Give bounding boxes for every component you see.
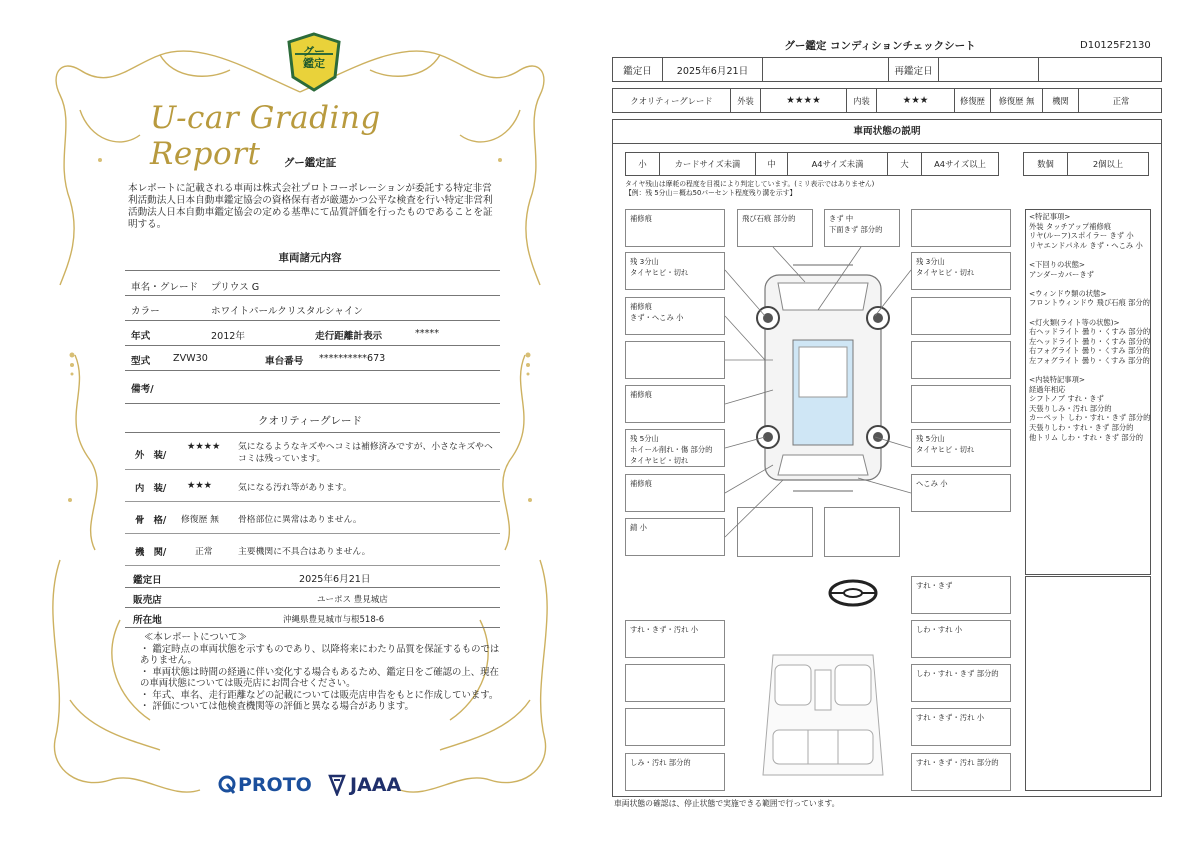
spec-label: 型式 xyxy=(131,356,151,367)
int-label: 内装 xyxy=(847,89,877,112)
info-value: ユーポス 豊見城店 xyxy=(317,595,388,605)
blank-cell xyxy=(763,58,889,81)
note-line: <ウィンドウ類の状態> xyxy=(1029,288,1107,298)
damage-box-top-1: 飛び石痕 部分的 xyxy=(737,209,813,247)
grade-text: 気になる汚れ等があります。 xyxy=(238,483,352,493)
engine-label: 機関 xyxy=(1043,89,1079,112)
certificate-title: U-car Grading Report xyxy=(150,100,381,172)
spec-label: 走行距離計表示 xyxy=(315,331,383,342)
special-notes-box xyxy=(1025,209,1151,575)
count-legend xyxy=(1023,152,1149,176)
spec-value: ZVW30 xyxy=(173,353,208,364)
date-label: 鑑定日 xyxy=(613,58,663,81)
report-notes xyxy=(140,632,500,713)
grade-label: 外 装/ xyxy=(135,450,167,461)
info-value: 沖縄県豊見城市与根518-6 xyxy=(283,615,385,625)
damage-box-left-2: 残 3分山 タイヤヒビ・切れ xyxy=(625,252,725,290)
note-line: リヤエンドパネル きず・へこみ 小 xyxy=(1029,240,1143,250)
interior-box-right-4: すれ・きず・汚れ 小 xyxy=(911,708,1011,746)
damage-box-left-5: 補修痕 xyxy=(625,385,725,423)
damage-box-right-2: 残 3分山 タイヤヒビ・切れ xyxy=(911,252,1011,290)
note-line: 右フォグライト 曇り・くすみ 部分的 xyxy=(1029,346,1150,356)
note-line: フロントウィンドウ 飛び石痕 部分的 xyxy=(1029,298,1150,308)
info-value: 2025年6月21日 xyxy=(299,574,371,585)
date-value: 2025年6月21日 xyxy=(663,58,763,81)
certificate-subtitle: グー鑑定証 xyxy=(283,157,337,169)
damage-box-bottom-2 xyxy=(824,507,900,557)
legend-cell: 大 xyxy=(888,153,922,175)
sheet-footer: 車両状態の確認は、停止状態で実施できる範囲で行っています。 xyxy=(614,799,840,808)
spec-row-color xyxy=(125,296,500,321)
grade-text: 気になるようなキズやヘコミは補修済みですが、小さなキズやヘコミは残っています。 xyxy=(238,442,493,464)
certificate-intro: 本レポートに記載される車両は株式会社プロトコーポレーションが委託する特定非営利活動法人日本自動車鑑定協会の資格保有者が厳選かつ公平な検査を行い特定非営利活動法人日本自動車鑑定協会の定める基準にて品質評価を行ったものであることを証明する。 xyxy=(128,183,493,230)
damage-box-top-3 xyxy=(911,209,1011,247)
damage-box-right-7: へこみ 小 xyxy=(911,474,1011,512)
info-label: 鑑定日 xyxy=(133,575,162,586)
damage-box-right-3 xyxy=(911,297,1011,335)
note-line: カーペット しわ・すれ・きず 部分的 xyxy=(1029,413,1151,423)
info-label: 販売店 xyxy=(133,595,162,606)
grade-stars: ★★★ xyxy=(187,480,213,491)
spec-value: ***** xyxy=(415,328,439,339)
damage-box-right-6: 残 5分山 タイヤヒビ・切れ xyxy=(911,429,1011,467)
spec-row-name xyxy=(125,270,500,296)
interior-box-right-2: しわ・すれ 小 xyxy=(911,620,1011,658)
damage-box-left-8: 錆 小 xyxy=(625,518,725,556)
grade-row-engine xyxy=(125,534,500,566)
int-stars: ★★★ xyxy=(877,89,955,112)
goo-emblem-icon: グー 鑑定 xyxy=(287,32,341,92)
interior-box-right-5: すれ・きず・汚れ 部分的 xyxy=(911,753,1011,791)
damage-box-right-4 xyxy=(911,341,1011,379)
legend-cell: カードサイズ未満 xyxy=(660,153,756,175)
interior-box-left-1: すれ・きず・汚れ 小 xyxy=(625,620,725,658)
note-line: <下回りの状態> xyxy=(1029,259,1086,269)
grade-label: 機 関/ xyxy=(135,547,167,558)
date-row xyxy=(612,57,1162,82)
spec-label: 車台番号 xyxy=(265,356,304,367)
info-row-address xyxy=(125,608,500,628)
interior-box-left-3 xyxy=(625,708,725,746)
note-line: 経過年相応 xyxy=(1029,384,1066,394)
note-line: <特記事項> xyxy=(1029,212,1071,221)
note-item: ・ 評価については他検査機関等の評価と異なる場合があります。 xyxy=(140,701,414,712)
grade-value: 修復歴 無 xyxy=(181,515,219,525)
proto-logo-icon xyxy=(218,774,312,796)
spec-value: プリウス G xyxy=(211,282,260,293)
note-line: 他トリム しわ・すれ・きず 部分的 xyxy=(1029,432,1144,442)
count-label: 数個 xyxy=(1024,153,1068,175)
note-item: ・ 年式、車名、走行距離などの記載については販売店申告をもとに作成しています。 xyxy=(140,689,499,701)
grade-text: 主要機関に不具合はありません。 xyxy=(238,547,371,557)
damage-box-top-2: きず 中 下面きず 部分的 xyxy=(824,209,900,247)
grade-label: クオリティーグレード xyxy=(613,89,731,112)
spec-label: カラー xyxy=(131,306,160,317)
grade-summary-row xyxy=(612,88,1162,113)
interior-box-right-3: しわ・すれ・きず 部分的 xyxy=(911,664,1011,702)
damage-box-left-6: 残 5分山 ホイール削れ・傷 部分的 タイヤヒビ・切れ xyxy=(625,429,725,467)
condition-heading: 車両状態の説明 xyxy=(613,120,1161,144)
spec-value: ホワイトパールクリスタルシャイン xyxy=(211,306,364,317)
sheet-title: グー鑑定 コンディションチェックシート xyxy=(784,40,976,52)
info-label: 所在地 xyxy=(133,615,162,626)
note-line: シフトノブ すれ・きず xyxy=(1029,394,1104,404)
spec-row-remarks xyxy=(125,371,500,404)
note-spacer xyxy=(1029,279,1151,289)
grade-text: 骨格部位に異常はありません。 xyxy=(238,515,362,525)
note-line: 天張りしみ・汚れ 部分的 xyxy=(1029,403,1112,413)
proto-logo-text: PROTO xyxy=(238,774,312,796)
jaaa-logo-icon xyxy=(328,774,401,796)
repair-label: 修復歴 xyxy=(955,89,991,112)
car-interior-diagram xyxy=(753,635,893,785)
spec-value: 2012年 xyxy=(211,331,246,342)
tire-notes xyxy=(625,180,874,198)
note-line: 右ヘッドライト 曇り・くすみ 部分的 xyxy=(1029,327,1151,337)
quality-heading: クオリティーグレード xyxy=(258,415,362,427)
tire-note: 【例：残 5分山＝概ね50パーセント程度残り溝を示す】 xyxy=(625,189,797,197)
condition-check-sheet xyxy=(610,0,1170,848)
note-line: 天張りしわ・すれ・きず 部分的 xyxy=(1029,423,1134,433)
note-line: リヤ(ルーフ)スポイラー きず 小 xyxy=(1029,231,1134,241)
condition-panel xyxy=(612,119,1162,797)
spec-row-year xyxy=(125,321,500,346)
legend-cell: 小 xyxy=(626,153,660,175)
grade-row-frame xyxy=(125,502,500,534)
ext-label: 外装 xyxy=(731,89,761,112)
specs-heading: 車両諸元内容 xyxy=(278,252,342,264)
legend-cell: 中 xyxy=(756,153,788,175)
legend-cell: A4サイズ以上 xyxy=(934,159,986,169)
note-spacer xyxy=(1029,308,1151,318)
car-topview-diagram xyxy=(723,255,923,495)
grade-row-interior xyxy=(125,470,500,502)
special-notes xyxy=(1029,212,1151,442)
repair-value: 修復歴 無 xyxy=(991,89,1043,112)
damage-box-left-4 xyxy=(625,341,725,379)
grade-label: 骨 格/ xyxy=(135,515,167,526)
document-id: D10125F2130 xyxy=(1080,40,1151,51)
note-item: ・ 車両状態は時間の経過に伴い変化する場合もあるため、鑑定日をご確認の上、現在の車両状態については販売店にお問合せください。 xyxy=(140,666,499,689)
reinspect-value xyxy=(939,58,1039,81)
interior-box-left-4: しみ・汚れ 部分的 xyxy=(625,753,725,791)
note-line: <灯火類(ライト等の状態)> xyxy=(1029,317,1120,327)
ext-stars: ★★★★ xyxy=(761,89,847,112)
spec-row-model xyxy=(125,346,500,371)
spec-label: 備考/ xyxy=(131,384,154,395)
note-line: 左フォグライト 曇り・くすみ 部分的 xyxy=(1029,355,1150,365)
engine-value: 正常 xyxy=(1112,95,1130,106)
count-value: 2個以上 xyxy=(1092,159,1124,169)
note-item: ・ 鑑定時点の車両状態を示すものであり、以降将来にわたり品質を保証するものではありません。 xyxy=(140,643,500,666)
damage-box-left-7: 補修痕 xyxy=(625,474,725,512)
size-legend xyxy=(625,152,999,176)
jaaa-logo-text: JAAA xyxy=(350,774,402,796)
reinspect-label: 再鑑定日 xyxy=(889,58,939,81)
steering-wheel-icon xyxy=(827,578,879,608)
note-line: 外装 タッチアップ補修痕 xyxy=(1029,221,1112,231)
spec-label: 年式 xyxy=(131,331,151,342)
grade-value: 正常 xyxy=(195,547,213,557)
damage-box-bottom-1 xyxy=(737,507,813,557)
interior-box-left-2 xyxy=(625,664,725,702)
info-row-shop xyxy=(125,588,500,608)
spec-value: **********673 xyxy=(319,353,386,364)
interior-box-right-1: すれ・きず xyxy=(911,576,1011,614)
note-spacer xyxy=(1029,250,1151,260)
legend-cell: A4サイズ未満 xyxy=(788,153,888,175)
damage-box-right-5 xyxy=(911,385,1011,423)
info-row-date xyxy=(125,566,500,588)
spec-label: 車名・グレード xyxy=(131,282,199,293)
damage-box-left-3: 補修痕 きず・へこみ 小 xyxy=(625,297,725,335)
grade-stars: ★★★★ xyxy=(187,441,221,452)
note-line: アンダーカバーきず xyxy=(1029,269,1094,279)
interior-notes-box xyxy=(1025,576,1151,791)
grade-row-exterior xyxy=(125,432,500,470)
grade-label: 内 装/ xyxy=(135,483,167,494)
note-line: 左ヘッドライト 曇り・くすみ 部分的 xyxy=(1029,336,1151,346)
note-spacer xyxy=(1029,366,1151,376)
tire-note: タイヤ残山は摩耗の程度を目視により判定しています。(ミリ表示ではありません) xyxy=(625,180,875,188)
notes-heading: ≪本レポートについて≫ xyxy=(144,632,247,643)
note-line: <内装特記事項> xyxy=(1029,375,1086,385)
damage-box-left-1: 補修痕 xyxy=(625,209,725,247)
